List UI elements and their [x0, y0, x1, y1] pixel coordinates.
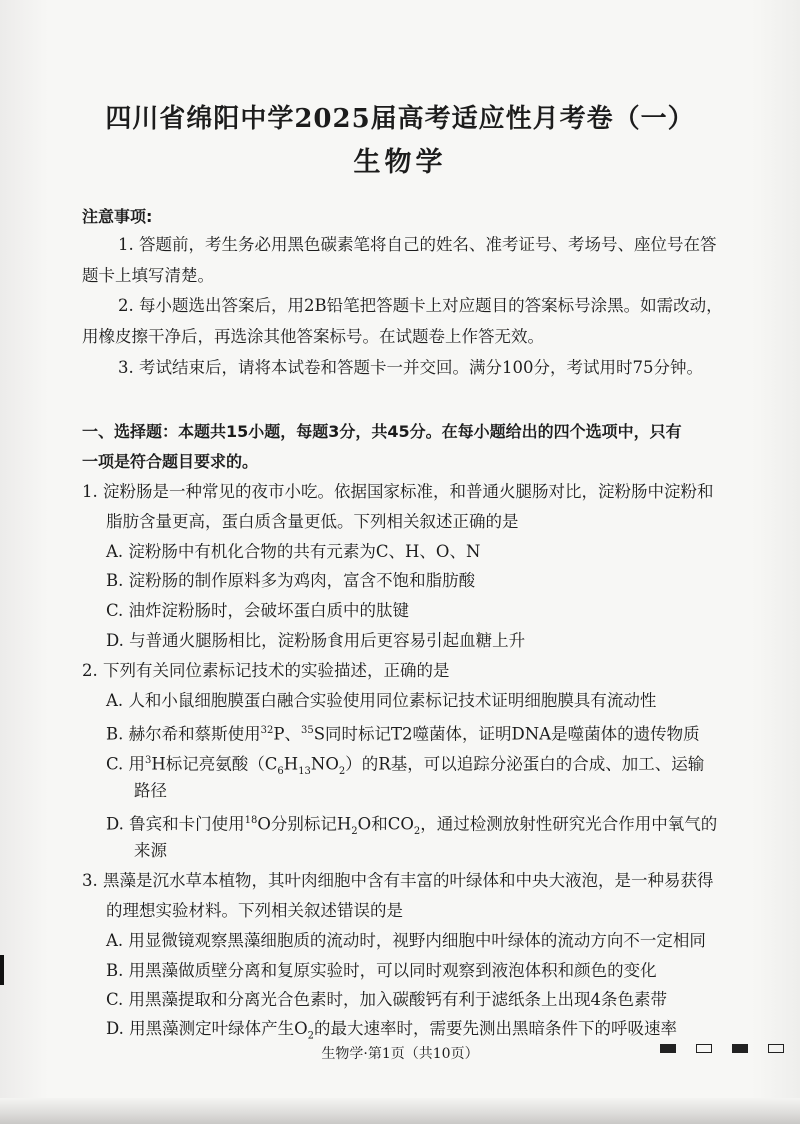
q3-stem: 3. 黑藻是沉水草本植物，其叶肉细胞中含有丰富的叶绿体和中央大液泡，是一种易获得 — [82, 871, 714, 890]
page-footer: 生物学·第1页（共10页） — [321, 1046, 479, 1062]
filled-mark-icon — [660, 1044, 676, 1053]
q3-option-b: B. 用黑藻做质壁分离和复原实验时，可以同时观察到液泡体积和颜色的变化 — [106, 961, 657, 980]
q3-option-d: D. 用黑藻测定叶绿体产生$O_2$的最大速率时，需要先测出黑暗条件下的呼吸速率 — [106, 1019, 678, 1042]
q3-option-c: C. 用黑藻提取和分离光合色素时，加入碳酸钙有利于滤纸条上出现4条色素带 — [106, 990, 668, 1009]
q2-option-d: D. 鲁宾和卡门使用$^{18}$O分别标记$H_2O$和$CO_2$，通过检测放射性研究光合作用中氧气的 — [106, 814, 718, 837]
filled-mark-icon — [732, 1044, 748, 1053]
q1-option-c: C. 油炸淀粉肠时，会破坏蛋白质中的肽键 — [106, 601, 410, 620]
section-heading: 一、选择题：本题共15小题，每题3分，共45分。在每小题给出的四个选项中，只有 — [82, 422, 682, 441]
q2-option-a: A. 人和小鼠细胞膜蛋白融合实验使用同位素标记技术证明细胞膜具有流动性 — [106, 691, 657, 710]
q3-option-a: A. 用显微镜观察黑藻细胞质的流动时，视野内细胞中叶绿体的流动方向不一定相同 — [106, 931, 706, 950]
q1-stem-cont: 脂肪含量更高，蛋白质含量更低。下列相关叙述正确的是 — [106, 512, 519, 531]
notice-item-3: 3. 考试结束后，请将本试卷和答题卡一并交回。满分100分，考试用时75分钟。 — [118, 358, 703, 377]
notice-heading: 注意事项: — [82, 207, 153, 226]
notice-item-2: 2. 每小题选出答案后，用2B铅笔把答题卡上对应题目的答案标号涂黑。如需改动， — [118, 296, 723, 315]
q2-stem: 2. 下列有关同位素标记技术的实验描述，正确的是 — [82, 661, 450, 680]
q2-option-c: C. 用$^3$H标记亮氨酸$(C_6H_{13}NO_2)$的R基，可以追踪分泌蛋白的合成、加工、运输 — [106, 754, 705, 777]
empty-mark-icon — [696, 1044, 712, 1053]
q1-stem: 1. 淀粉肠是一种常见的夜市小吃。依据国家标准，和普通火腿肠对比，淀粉肠中淀粉和 — [82, 482, 714, 501]
q1-option-a: A. 淀粉肠中有机化合物的共有元素为C、H、O、N — [106, 542, 481, 561]
q1-option-b: B. 淀粉肠的制作原料多为鸡肉，富含不饱和脂肪酸 — [106, 571, 476, 590]
q2-option-b: B. 赫尔希和蔡斯使用$^{32}$P、$^{35}$S同时标记T2噬菌体，证明DNA是噬菌体的遗传物质 — [106, 724, 700, 744]
q3-stem-cont: 的理想实验材料。下列相关叙述错误的是 — [106, 901, 403, 920]
notice-item-2-cont: 用橡皮擦干净后，再选涂其他答案标号。在试题卷上作答无效。 — [82, 327, 544, 346]
scan-bottom-edge — [0, 1098, 800, 1124]
scan-edge-mark — [0, 955, 4, 985]
subject-title: 生物学 — [353, 147, 447, 178]
empty-mark-icon — [768, 1044, 784, 1053]
section-heading-cont: 一项是符合题目要求的。 — [82, 452, 259, 471]
exam-title: 四川省绵阳中学2025届高考适应性月考卷（一） — [105, 104, 695, 134]
notice-item-1: 1. 答题前，考生务必用黑色碳素笔将自己的姓名、准考证号、考场号、座位号在答 — [118, 235, 717, 254]
q2-option-d-cont: 来源 — [134, 841, 167, 860]
q2-option-c-cont: 路径 — [134, 781, 167, 800]
q1-option-d: D. 与普通火腿肠相比，淀粉肠食用后更容易引起血糖上升 — [106, 631, 526, 650]
notice-item-1-cont: 题卡上填写清楚。 — [82, 266, 214, 285]
